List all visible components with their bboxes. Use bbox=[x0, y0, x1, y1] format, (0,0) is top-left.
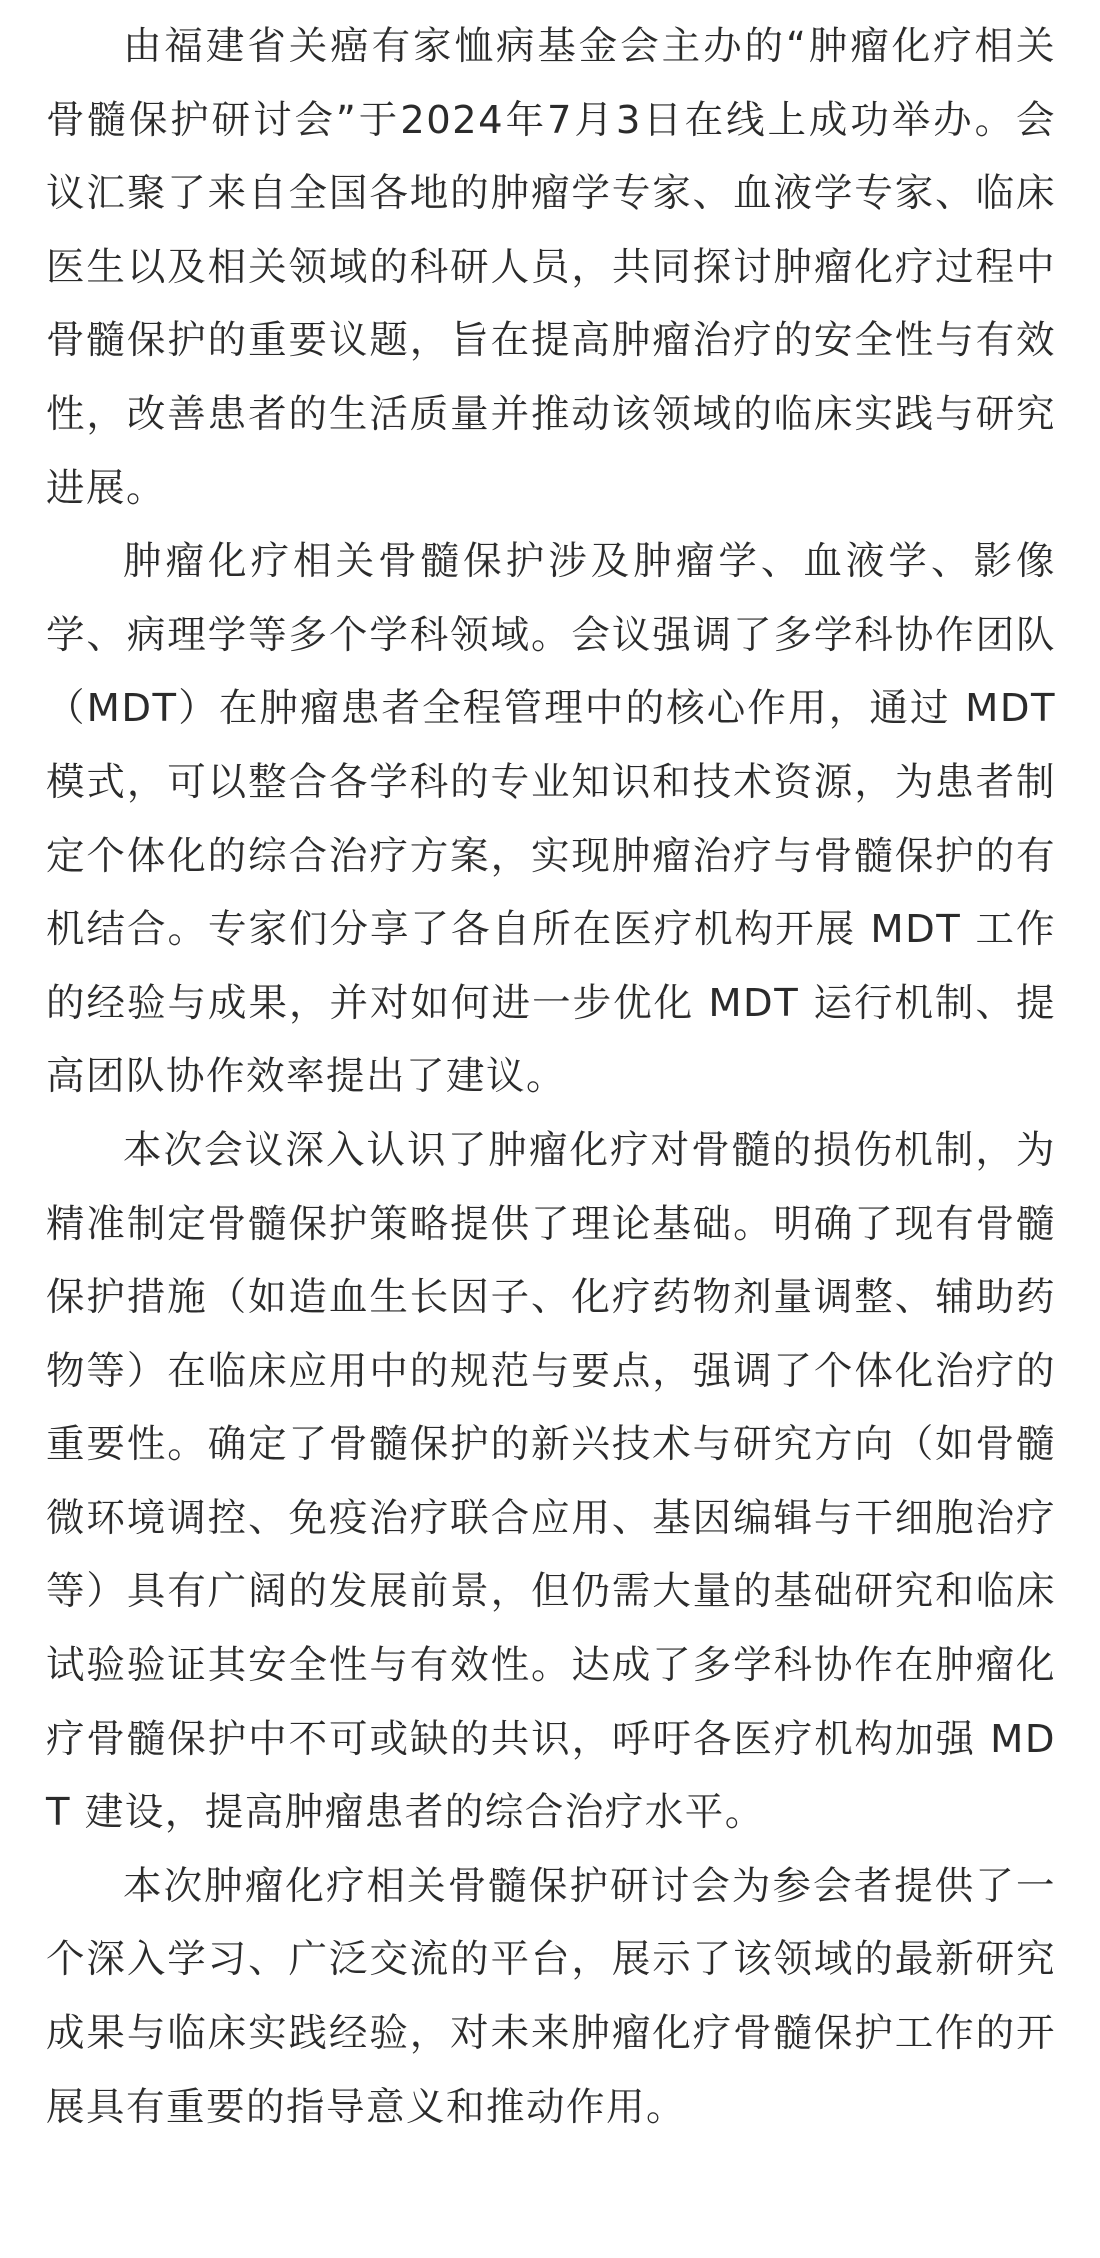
paragraph-conference-outcomes: 本次会议深入认识了肿瘤化疗对骨髓的损伤机制，为精准制定骨髓保护策略提供了理论基础。明确了现有骨髓保护措施（如造血生长因子、化疗药物剂量调整、辅助药物等）在临床应用中的规范与要点，强调了个体化治疗的重要性。确定了骨髓保护的新兴技术与研究方向（如骨髓微环境调控、免疫治疗联合应用、基因编辑与干细胞治疗等）具有广阔的发展前景，但仍需大量的基础研究和临床试验验证其安全性与有效性。达成了多学科协作在肿瘤化疗骨髓保护中不可或缺的共识，呼吁各医疗机构加强 MDT 建设，提高肿瘤患者的综合治疗水平。 bbox=[46, 1127, 1056, 1836]
paragraph-mdt-role: 肿瘤化疗相关骨髓保护涉及肿瘤学、血液学、影像学、病理学等多个学科领域。会议强调了多学科协作团队（MDT）在肿瘤患者全程管理中的核心作用，通过 MDT 模式，可以整合各学科的专业知识和技术资源，为患者制定个体化的综合治疗方案，实现肿瘤治疗与骨髓保护的有机结合。专家们分享了各自所在医疗机构开展 MDT 工作的经验与成果，并对如何进一步优化 MDT 运行机制、提高团队协作效率提出了建议。 bbox=[46, 539, 1056, 1100]
paragraph-conclusion: 本次肿瘤化疗相关骨髓保护研讨会为参会者提供了一个深入学习、广泛交流的平台，展示了该领域的最新研究成果与临床实践经验，对未来肿瘤化疗骨髓保护工作的开展具有重要的指导意义和推动作用。 bbox=[46, 1863, 1056, 2130]
paragraph-conference-intro: 由福建省关癌有家恤病基金会主办的“肿瘤化疗相关骨髓保护研讨会”于2024年7月3日在线上成功举办。会议汇聚了来自全国各地的肿瘤学专家、血液学专家、临床医生以及相关领域的科研人员，共同探讨肿瘤化疗过程中骨髓保护的重要议题，旨在提高肿瘤治疗的安全性与有效性，改善患者的生活质量并推动该领域的临床实践与研究进展。 bbox=[46, 24, 1056, 511]
